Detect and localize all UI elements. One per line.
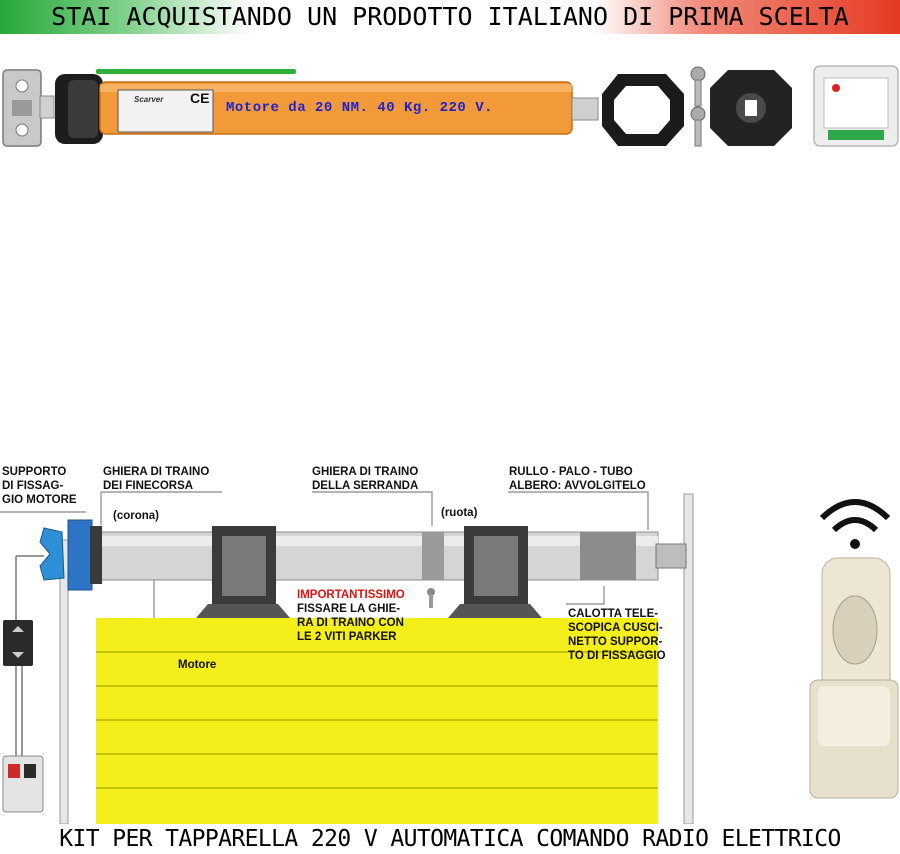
wall-switch-icon xyxy=(3,620,33,666)
brand-plate: Scarver xyxy=(134,95,164,104)
mounting-bracket-icon xyxy=(3,70,54,146)
fix-note: IMPORTANTISSIMO FISSARE LA GHIE- RA DI TRAINO CON LE 2 VITI PARKER xyxy=(297,589,405,643)
important-label: IMPORTANTISSIMO xyxy=(297,589,405,601)
crown-wheel-icon xyxy=(710,70,792,146)
limit-ring-label: GHIERA DI TRAINO DEI FINECORSA xyxy=(103,466,210,492)
motore-label: Motore xyxy=(178,659,217,671)
installation-diagram xyxy=(0,480,900,824)
corona-label: (corona) xyxy=(113,510,159,522)
ce-mark: CE xyxy=(190,90,210,106)
circuit-breaker-icon xyxy=(3,756,43,812)
diagram-motor-head-icon xyxy=(68,520,92,590)
support-bracket-icon xyxy=(40,528,64,580)
screw-icon xyxy=(691,67,705,146)
antenna-icon xyxy=(96,69,296,74)
receiver-box-icon xyxy=(814,66,898,146)
adapter-ring-icon xyxy=(602,74,684,146)
shutter-ring-label: GHIERA DI TRAINO DELLA SERRANDA xyxy=(312,466,419,492)
parker-screw-icon xyxy=(427,588,435,608)
roller-label: RULLO - PALO - TUBO ALBERO: AVVOLGITELO xyxy=(509,466,646,492)
remote-control-icon xyxy=(810,502,898,798)
ruota-label: (ruota) xyxy=(441,507,478,519)
motor-head-icon xyxy=(55,74,103,144)
page-title: STAI ACQUISTANDO UN PRODOTTO ITALIANO DI PRIMA SCELTA xyxy=(51,2,849,31)
motor-spec-label: Motore da 20 NM. 40 Kg. 220 V. xyxy=(226,100,494,116)
footer-title: KIT PER TAPPARELLA 220 V AUTOMATICA COMANDO RADIO ELETTRICO xyxy=(59,826,841,852)
support-label: SUPPORTO DI FISSAG- GIO MOTORE xyxy=(2,466,77,506)
calotta-label: CALOTTA TELE- SCOPICA CUSCI- NETTO SUPPOR- TO DI FISSAGGIO xyxy=(568,608,666,662)
roller-tube xyxy=(98,532,686,580)
